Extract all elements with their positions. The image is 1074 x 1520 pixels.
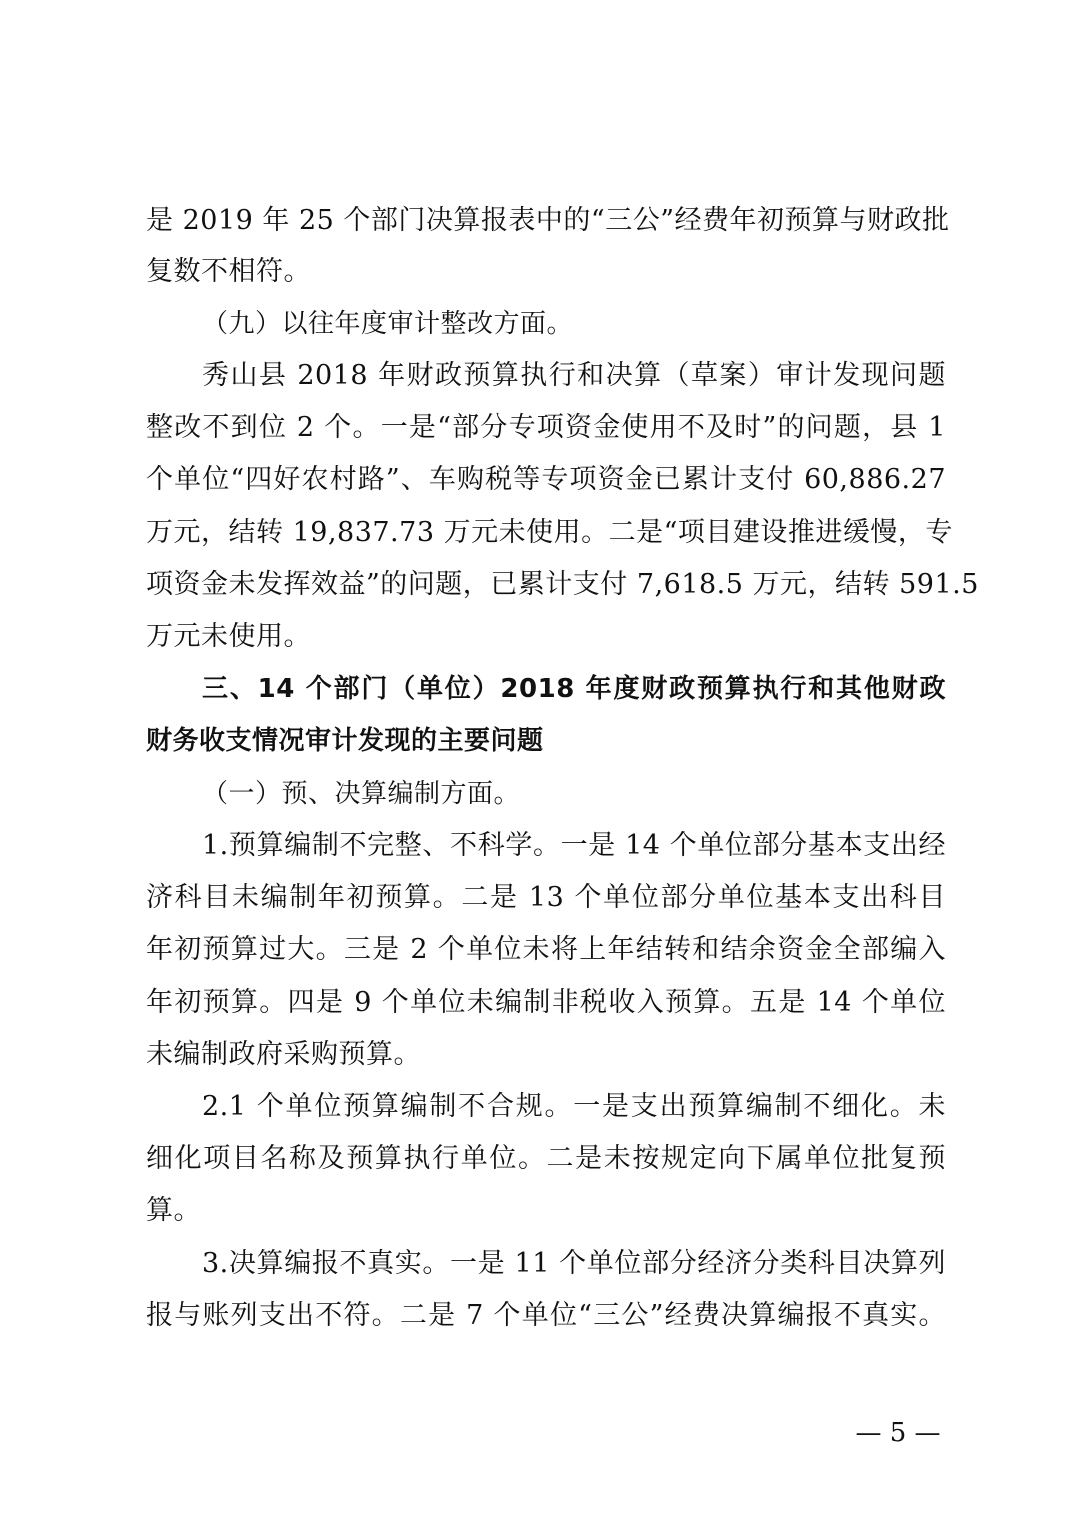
text-line: 1.预算编制不完整、不科学。一是 14 个单位部分基本支出经	[202, 830, 946, 861]
section-heading: （一）预、决算编制方面。	[202, 779, 521, 809]
text-line: 3.决算编报不真实。一是 11 个单位部分经济分类科目决算列	[202, 1248, 946, 1279]
text-line: 秀山县 2018 年财政预算执行和决算（草案）审计发现问题	[202, 360, 946, 391]
page-number: — 5 —	[855, 1418, 941, 1448]
text-line: 算。	[146, 1195, 201, 1226]
text-line: 整改不到位 2 个。一是“部分专项资金使用不及时”的问题，县 1	[146, 412, 946, 443]
text-line: 是 2019 年 25 个部门决算报表中的“三公”经费年初预算与财政批	[146, 205, 950, 236]
text-line: 细化项目名称及预算执行单位。二是未按规定向下属单位批复预	[146, 1143, 946, 1174]
text-line: 报与账列支出不符。二是 7 个单位“三公”经费决算编报不真实。	[146, 1300, 946, 1331]
text-line: 2.1 个单位预算编制不合规。一是支出预算编制不细化。未	[202, 1091, 946, 1122]
text-line: 济科目未编制年初预算。二是 13 个单位部分单位基本支出科目	[146, 882, 946, 913]
section-heading: （九）以往年度审计整改方面。	[202, 309, 574, 339]
text-line: 复数不相符。	[146, 256, 311, 287]
text-line: 项资金未发挥效益”的问题，已累计支付 7,618.5 万元，结转 591.5	[146, 569, 979, 600]
text-line: 万元未使用。	[146, 621, 311, 652]
main-heading: 三、14 个部门（单位）2018 年度财政预算执行和其他财政	[202, 674, 946, 704]
text-line: 未编制政府采购预算。	[146, 1039, 421, 1070]
main-heading: 财务收支情况审计发现的主要问题	[146, 726, 544, 756]
text-line: 年初预算。四是 9 个单位未编制非税收入预算。五是 14 个单位	[146, 987, 946, 1018]
text-line: 万元，结转 19,837.73 万元未使用。二是“项目建设推进缓慢，专	[146, 517, 953, 548]
text-line: 个单位“四好农村路”、车购税等专项资金已累计支付 60,886.27	[146, 464, 946, 495]
text-line: 年初预算过大。三是 2 个单位未将上年结转和结余资金全部编入	[146, 934, 946, 965]
